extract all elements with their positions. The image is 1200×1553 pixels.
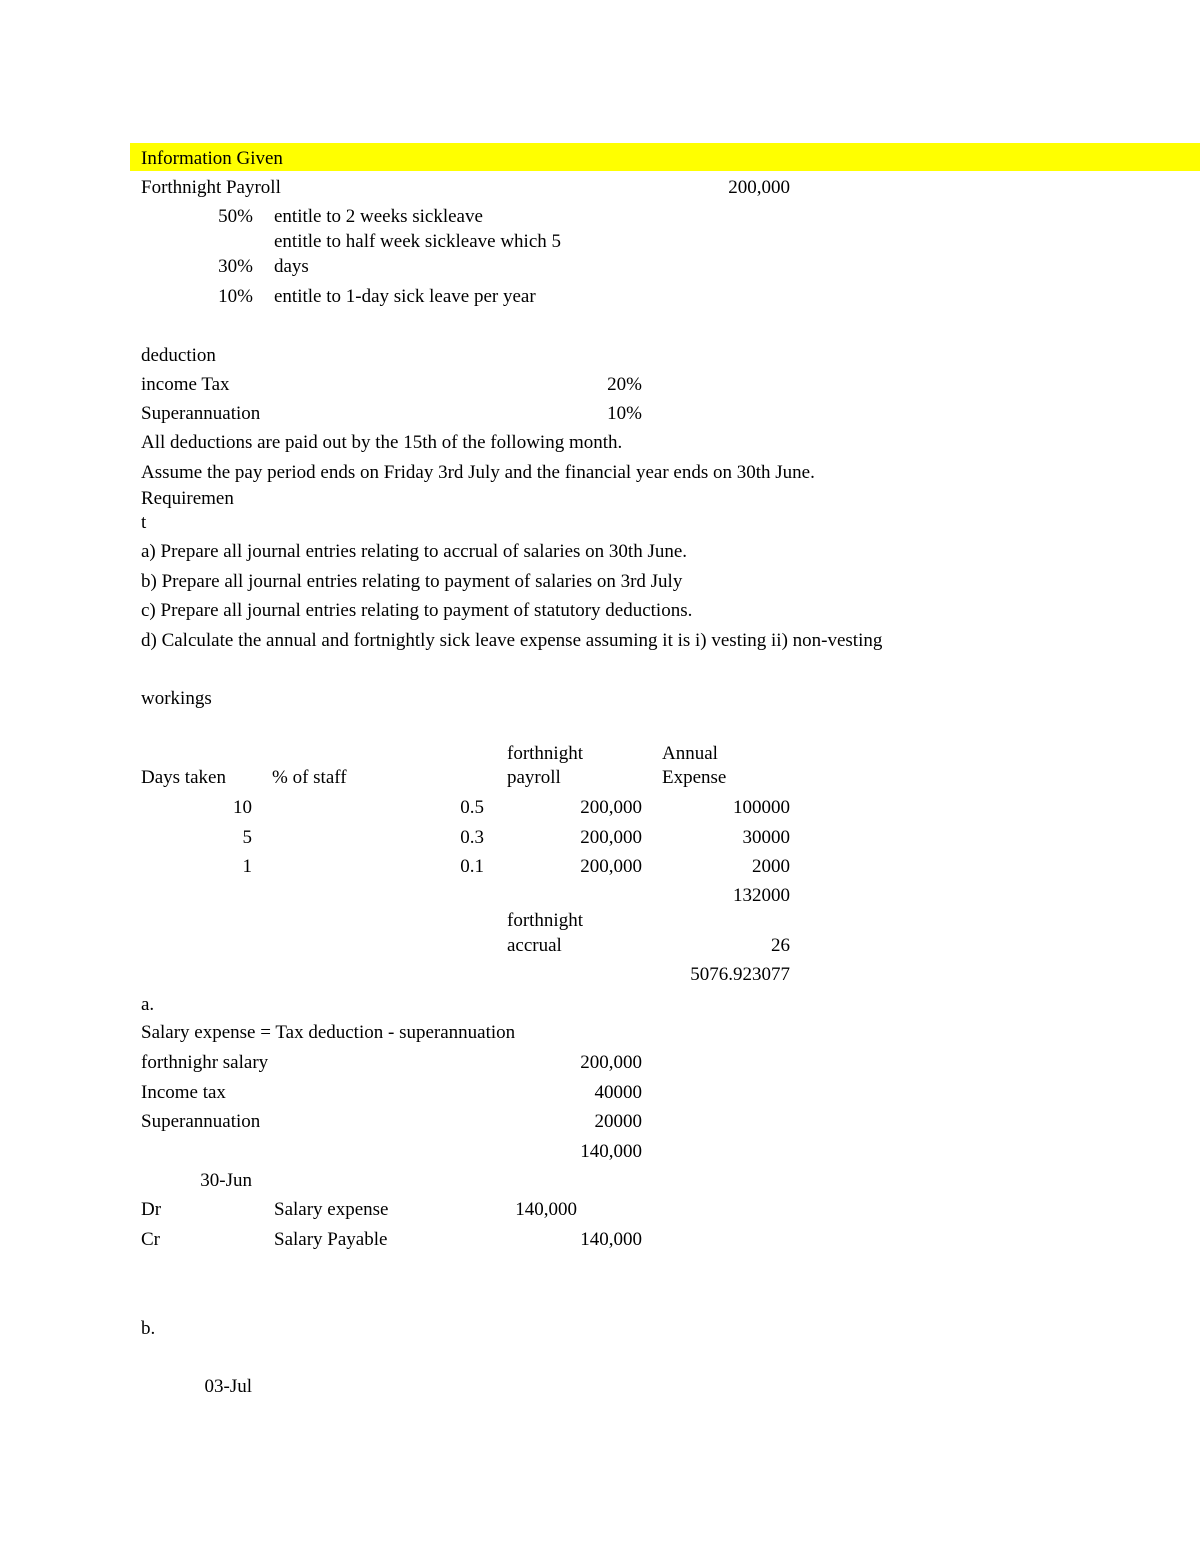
requirement-heading: Requiremen bbox=[141, 488, 234, 509]
workings-cell: 200,000 bbox=[580, 827, 642, 848]
deduction-heading: deduction bbox=[141, 345, 216, 366]
workings-header: Days taken bbox=[141, 767, 226, 788]
workings-header: payroll bbox=[507, 767, 561, 788]
deduction-value: 10% bbox=[607, 403, 642, 424]
accrual-result: 5076.923077 bbox=[690, 964, 790, 985]
workings-header: Expense bbox=[662, 767, 727, 788]
deduction-note: Assume the pay period ends on Friday 3rd July and the financial year ends on 30th June. bbox=[141, 462, 815, 483]
entitlement-pct: 50% bbox=[218, 206, 253, 227]
part-a-row-value: 40000 bbox=[594, 1082, 642, 1103]
part-a-row-label: Superannuation bbox=[141, 1111, 261, 1132]
requirement-item: c) Prepare all journal entries relating to payment of statutory deductions. bbox=[141, 600, 693, 621]
requirement-item: b) Prepare all journal entries relating to payment of salaries on 3rd July bbox=[141, 571, 683, 592]
section-title: Information Given bbox=[141, 148, 283, 169]
requirement-item: a) Prepare all journal entries relating to accrual of salaries on 30th June. bbox=[141, 541, 688, 562]
workings-header: % of staff bbox=[272, 767, 347, 788]
workings-header: Annual bbox=[662, 743, 718, 764]
part-a-row-value: 20000 bbox=[594, 1111, 642, 1132]
journal-amount: 140,000 bbox=[580, 1229, 642, 1250]
part-a-row-value: 200,000 bbox=[580, 1052, 642, 1073]
deduction-note: All deductions are paid out by the 15th of the following month. bbox=[141, 432, 623, 453]
entitlement-pct: 10% bbox=[218, 286, 253, 307]
workings-cell: 0.3 bbox=[460, 827, 484, 848]
journal-side: Cr bbox=[141, 1229, 160, 1250]
workings-cell: 10 bbox=[233, 797, 252, 818]
entitlement-desc: entitle to half week sickleave which 5 bbox=[274, 231, 562, 252]
journal-date: 30-Jun bbox=[200, 1170, 252, 1191]
part-a-row-label: forthnighr salary bbox=[141, 1052, 269, 1073]
journal-account: Salary expense bbox=[274, 1199, 389, 1220]
journal-date: 03-Jul bbox=[204, 1376, 252, 1397]
accrual-periods: 26 bbox=[771, 935, 790, 956]
accrual-label: forthnight bbox=[507, 910, 583, 931]
entitlement-desc: entitle to 1-day sick leave per year bbox=[274, 286, 536, 307]
workings-cell: 2000 bbox=[752, 856, 790, 877]
requirement-heading-wrap: t bbox=[141, 512, 147, 533]
requirement-item: d) Calculate the annual and fortnightly sick leave expense assuming it is i) vesting ii) non-vesting bbox=[141, 630, 883, 651]
entitlement-pct: 30% bbox=[218, 256, 253, 277]
workings-cell: 5 bbox=[242, 827, 252, 848]
part-a-formula: Salary expense = Tax deduction - superannuation bbox=[141, 1022, 516, 1043]
workings-cell: 0.1 bbox=[460, 856, 484, 877]
workings-cell: 200,000 bbox=[580, 856, 642, 877]
entitlement-desc: days bbox=[274, 256, 309, 277]
entitlement-desc: entitle to 2 weeks sickleave bbox=[274, 206, 483, 227]
deduction-value: 20% bbox=[607, 374, 642, 395]
part-a-label: a. bbox=[141, 994, 155, 1015]
accrual-label: accrual bbox=[507, 935, 562, 956]
part-b-label: b. bbox=[141, 1318, 156, 1339]
part-a-row-label: Income tax bbox=[141, 1082, 226, 1103]
workings-cell: 30000 bbox=[742, 827, 790, 848]
part-a-net: 140,000 bbox=[580, 1141, 642, 1162]
workings-total: 132000 bbox=[733, 885, 790, 906]
workings-header: forthnight bbox=[507, 743, 583, 764]
deduction-label: income Tax bbox=[141, 374, 230, 395]
journal-amount: 140,000 bbox=[515, 1199, 577, 1220]
workings-heading: workings bbox=[141, 688, 212, 709]
payroll-label: Forthnight Payroll bbox=[141, 177, 281, 198]
payroll-value: 200,000 bbox=[728, 177, 790, 198]
workings-cell: 100000 bbox=[733, 797, 790, 818]
workings-cell: 0.5 bbox=[460, 797, 484, 818]
highlight-band bbox=[130, 143, 1200, 171]
workings-cell: 200,000 bbox=[580, 797, 642, 818]
journal-account: Salary Payable bbox=[274, 1229, 388, 1250]
journal-side: Dr bbox=[141, 1199, 162, 1220]
deduction-label: Superannuation bbox=[141, 403, 261, 424]
workings-cell: 1 bbox=[242, 856, 252, 877]
